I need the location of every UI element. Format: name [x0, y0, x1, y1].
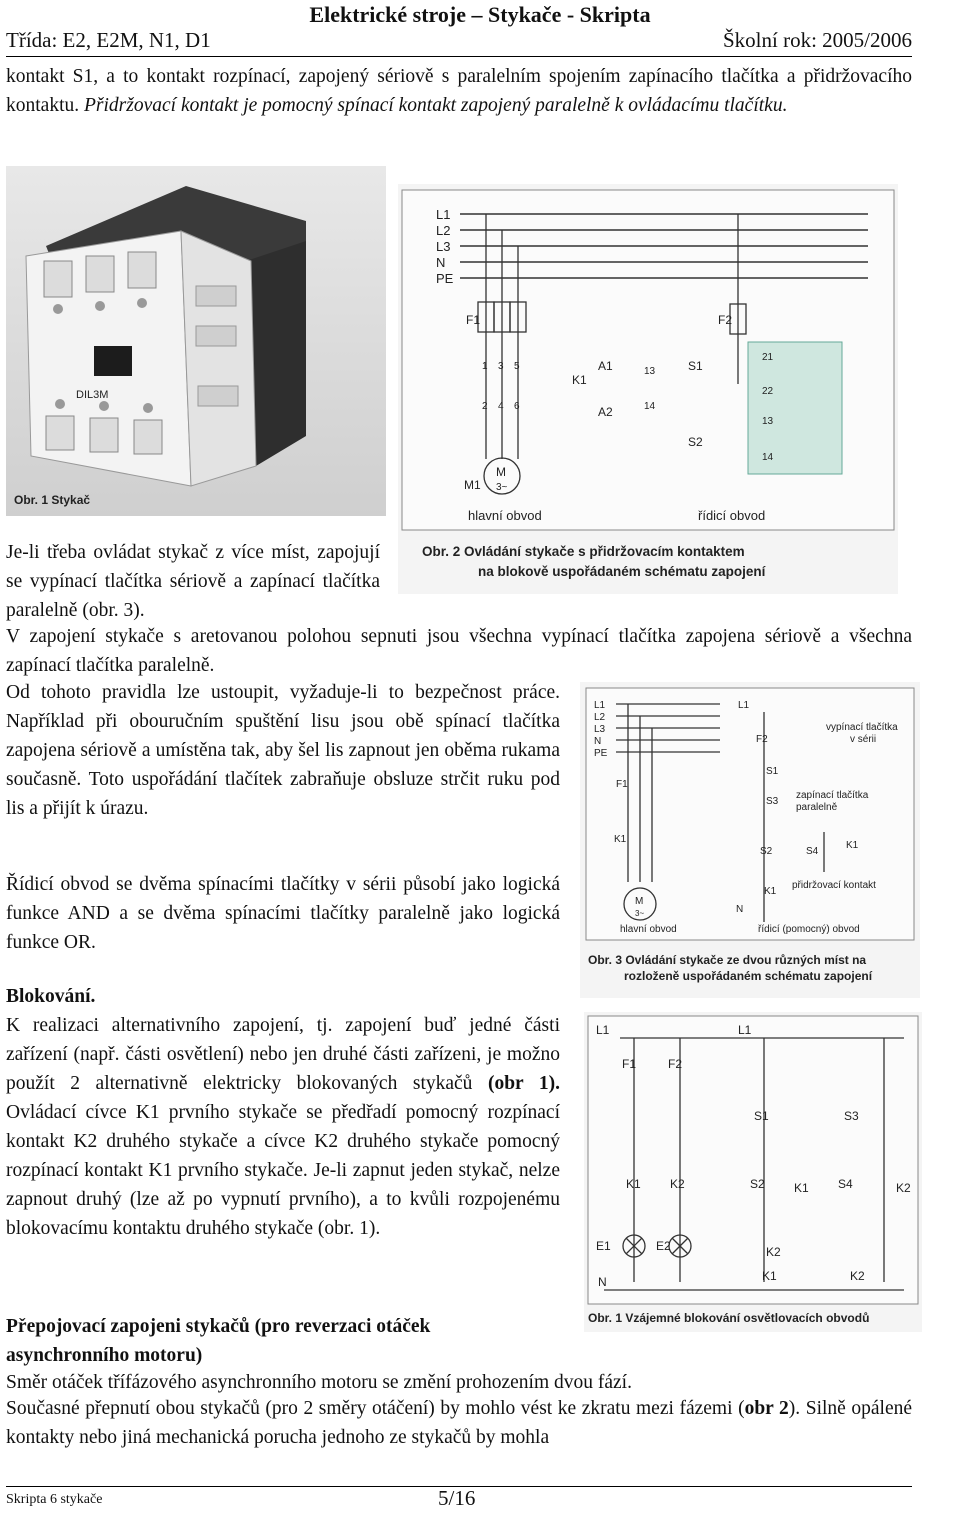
f3-s3: S3: [766, 796, 779, 807]
document-header-title: Elektrické stroje – Stykače - Skripta: [309, 2, 651, 27]
figure-1-caption: Obr. 1 Stykač: [14, 493, 91, 507]
f4-l1-right: L1: [738, 1023, 752, 1037]
f4-s3: S3: [844, 1109, 859, 1123]
intro-paragraph: [6, 62, 912, 120]
line-label-pe: PE: [436, 271, 454, 286]
blocking-text-b: Ovládací cívce K1 prvního stykače se předřadí pomocný rozpínací kontakt K2 druhého stykače a cívce K2 druhého stykače pomocný rozpínací kontakt K1 prvního stykače. Je-li zapnut jeden stykač, nelze zapnout druhý (lze až po vypnutí prvního), a to kvůli rozpojenému blokovacímu kontaktu druhého stykače (obr. 1).: [6, 1102, 560, 1239]
coil-a2-label: A2: [598, 405, 613, 419]
intro-italic-text: Přidržovací kontakt je pomocný spínací kontakt zapojený paralelně k ovládacímu tlačítku.: [84, 95, 788, 116]
figure-2-caption-line1: Obr. 2 Ovládání stykače s přidržovacím kontaktem: [422, 544, 745, 559]
button-s2-label: S2: [688, 435, 703, 449]
main-circuit-label: hlavní obvod: [468, 508, 542, 523]
school-year: Školní rok: 2005/2006: [722, 28, 912, 52]
fuse-f2-label: F2: [718, 313, 733, 327]
f4-s4: S4: [838, 1177, 853, 1191]
f3-k1-coil: K1: [764, 886, 777, 897]
terminal-13: 13: [644, 366, 656, 377]
line-label-l1: L1: [436, 207, 451, 222]
blocking-figure-ref: (obr 1).: [487, 1073, 561, 1094]
lighting-interlock-diagram: [584, 1012, 922, 1332]
f3-off-buttons-2: v sérii: [850, 734, 877, 745]
figure-two-place-control: [580, 682, 920, 998]
f3-fuse-f2: F2: [756, 734, 768, 745]
figure-block-schematic: [398, 184, 898, 594]
f3-control-l1: L1: [738, 700, 750, 711]
latched-position-paragraph: V zapojení stykače s aretovanou polohou sepnuti jsou všechna vypínací tlačítka zapojena sériově a všechna zapínací tlačítka paralelně.: [6, 626, 912, 676]
coil-a1-label: A1: [598, 359, 613, 373]
f3-s1: S1: [766, 766, 779, 777]
reversal-figure-ref: obr 2: [744, 1398, 789, 1419]
line-label-l2: L2: [436, 223, 451, 238]
f3-motor: M: [635, 896, 644, 907]
terminal-14b: 14: [762, 452, 774, 463]
reversal-text-a: Současné přepnutí obou stykačů (pro 2 směry otáčení) by mohlo vést ke zkratu mezi fázemi (: [6, 1398, 745, 1419]
f4-l1-left: L1: [596, 1023, 610, 1037]
f3-s2: S2: [760, 846, 773, 857]
terminal-1: 1: [482, 361, 488, 372]
f4-k2-hold: K2: [896, 1181, 911, 1195]
f4-n: N: [598, 1275, 607, 1289]
terminal-14: 14: [644, 401, 656, 412]
page-number: 5/16: [438, 1486, 476, 1510]
f4-k1-coil: K1: [762, 1269, 777, 1283]
motor-phase: 3~: [496, 482, 508, 493]
f4-k2-block: K2: [766, 1245, 781, 1259]
motor-m1-label: M1: [464, 478, 481, 492]
footer-doc-name: Skripta 6 stykače: [6, 1492, 103, 1507]
f3-line-n: N: [594, 736, 602, 747]
terminal-2: 2: [482, 401, 488, 412]
f3-motor-phase: 3~: [635, 909, 645, 918]
f3-off-buttons: vypínací tlačítka: [826, 722, 898, 733]
f4-fuse-f1: F1: [622, 1057, 637, 1071]
f4-fuse-f2: F2: [668, 1057, 683, 1071]
figure-2-caption-line2: na blokově uspořádaném schématu zapojení: [478, 564, 766, 579]
f3-line-l1: L1: [594, 700, 606, 711]
f3-line-l2: L2: [594, 712, 606, 723]
terminal-6: 6: [514, 401, 520, 412]
f4-k2-contact: K2: [670, 1177, 685, 1191]
terminal-4: 4: [498, 401, 504, 412]
reversal-line1: Směr otáček třífázového asynchronního motoru se změní prohozením dvou fází.: [6, 1372, 632, 1393]
terminal-21: 21: [762, 352, 774, 363]
f3-control-circuit: řídicí (pomocný) obvod: [758, 924, 860, 935]
f3-on-buttons-2: paralelně: [796, 802, 838, 813]
device-label: DIL3M: [76, 389, 109, 401]
f3-main-circuit: hlavní obvod: [620, 924, 677, 935]
f3-n: N: [736, 904, 744, 915]
terminal-3: 3: [498, 361, 504, 372]
figure-4-caption: Obr. 1 Vzájemné blokování osvětlovacích obvodů: [588, 1311, 870, 1325]
f3-line-pe: PE: [594, 748, 608, 759]
safety-paragraph: Od tohoto pravidla lze ustoupit, vyžaduje-li to bezpečnost práce. Například při obouručním spuštění lisu jsou obě spínací tlačítka zapojena sériově a umístěna tak, aby šel lis zapnout jen oběma rukama současně. Toto uspořádání tlačítek zabraňuje obsluze strčit ruku pod lis a přijít k úrazu.: [6, 682, 560, 819]
contactor-photo-drawing: [6, 166, 386, 516]
reversal-heading: [6, 1312, 586, 1370]
button-s1-label: S1: [688, 359, 703, 373]
f3-holding-contact: přidržovací kontakt: [792, 880, 876, 891]
f4-lamp-e2: E2: [656, 1239, 671, 1253]
blocking-heading: Blokování.: [6, 986, 96, 1007]
reversal-text-b: ). Silně opálené kontakty nebo jiná mechanická porucha jednoho ze stykačů by mohla: [6, 1398, 913, 1448]
two-place-control-diagram: [580, 682, 920, 998]
terminal-22: 22: [762, 386, 774, 397]
f4-k1-contact: K1: [626, 1177, 641, 1191]
f3-k1-holding: K1: [846, 840, 859, 851]
blocking-text-a: K realizaci alternativního zapojení, tj. zapojení buď jedné části zařízení (např. části osvětlení) nebo jen druhé části zařízeni, je možno použít 2 alternativně elektricky blokovaných stykačů: [6, 1015, 560, 1094]
f3-k1-main: K1: [614, 834, 627, 845]
figure-lighting-interlock: [584, 1012, 922, 1332]
fuse-f1-label: F1: [466, 313, 481, 327]
figure-3-caption-line1: Obr. 3 Ovládání stykače ze dvou různých míst na: [588, 953, 867, 967]
logic-function-paragraph: Řídicí obvod se dvěma spínacími tlačítky v sérii působí jako logická funkce AND a se dvěma spínacími tlačítky paralelně jako logická funkce OR.: [6, 874, 560, 953]
intro-text: kontakt S1, a to kontakt rozpínací, zapojený sériově s paralelním spojením zapínacího tlačítka a přidržovacího kontaktu.: [6, 66, 912, 116]
f4-k2-coil: K2: [850, 1269, 865, 1283]
terminal-13b: 13: [762, 416, 774, 427]
f4-lamp-e1: E1: [596, 1239, 611, 1253]
f3-s4: S4: [806, 846, 819, 857]
line-label-n: N: [436, 255, 446, 270]
f3-fuse-f1: F1: [616, 779, 628, 790]
f4-s1: S1: [754, 1109, 769, 1123]
figure-3-caption-line2: rozloženě uspořádaném schématu zapojení: [624, 969, 873, 983]
class-label: Třída: E2, E2M, N1, D1: [6, 28, 211, 52]
header-divider: [6, 56, 912, 57]
figure-contactor-photo: [6, 166, 386, 516]
control-circuit-label: řídicí obvod: [698, 508, 766, 523]
reversal-paragraph: [6, 1394, 912, 1452]
block-schematic-diagram: [398, 184, 898, 594]
f4-k1-hold: K1: [794, 1181, 809, 1195]
reversal-heading-line1: Přepojovací zapojeni stykačů (pro reverzaci otáček: [6, 1316, 431, 1337]
f3-line-l3: L3: [594, 724, 606, 735]
motor-symbol: M: [496, 465, 506, 479]
blocking-section: [6, 982, 560, 1243]
reversal-heading-line2: asynchronního motoru): [6, 1345, 203, 1366]
line-label-l3: L3: [436, 239, 451, 254]
terminal-5: 5: [514, 361, 520, 372]
f3-on-buttons: zapínací tlačítka: [796, 790, 869, 801]
contactor-k1-label: K1: [572, 373, 587, 387]
multi-place-paragraph: Je-li třeba ovládat stykač z více míst, zapojují se vypínací tlačítka sériově a zapínací tlačítka paralelně (obr. 3).: [6, 542, 380, 621]
f4-s2: S2: [750, 1177, 765, 1191]
